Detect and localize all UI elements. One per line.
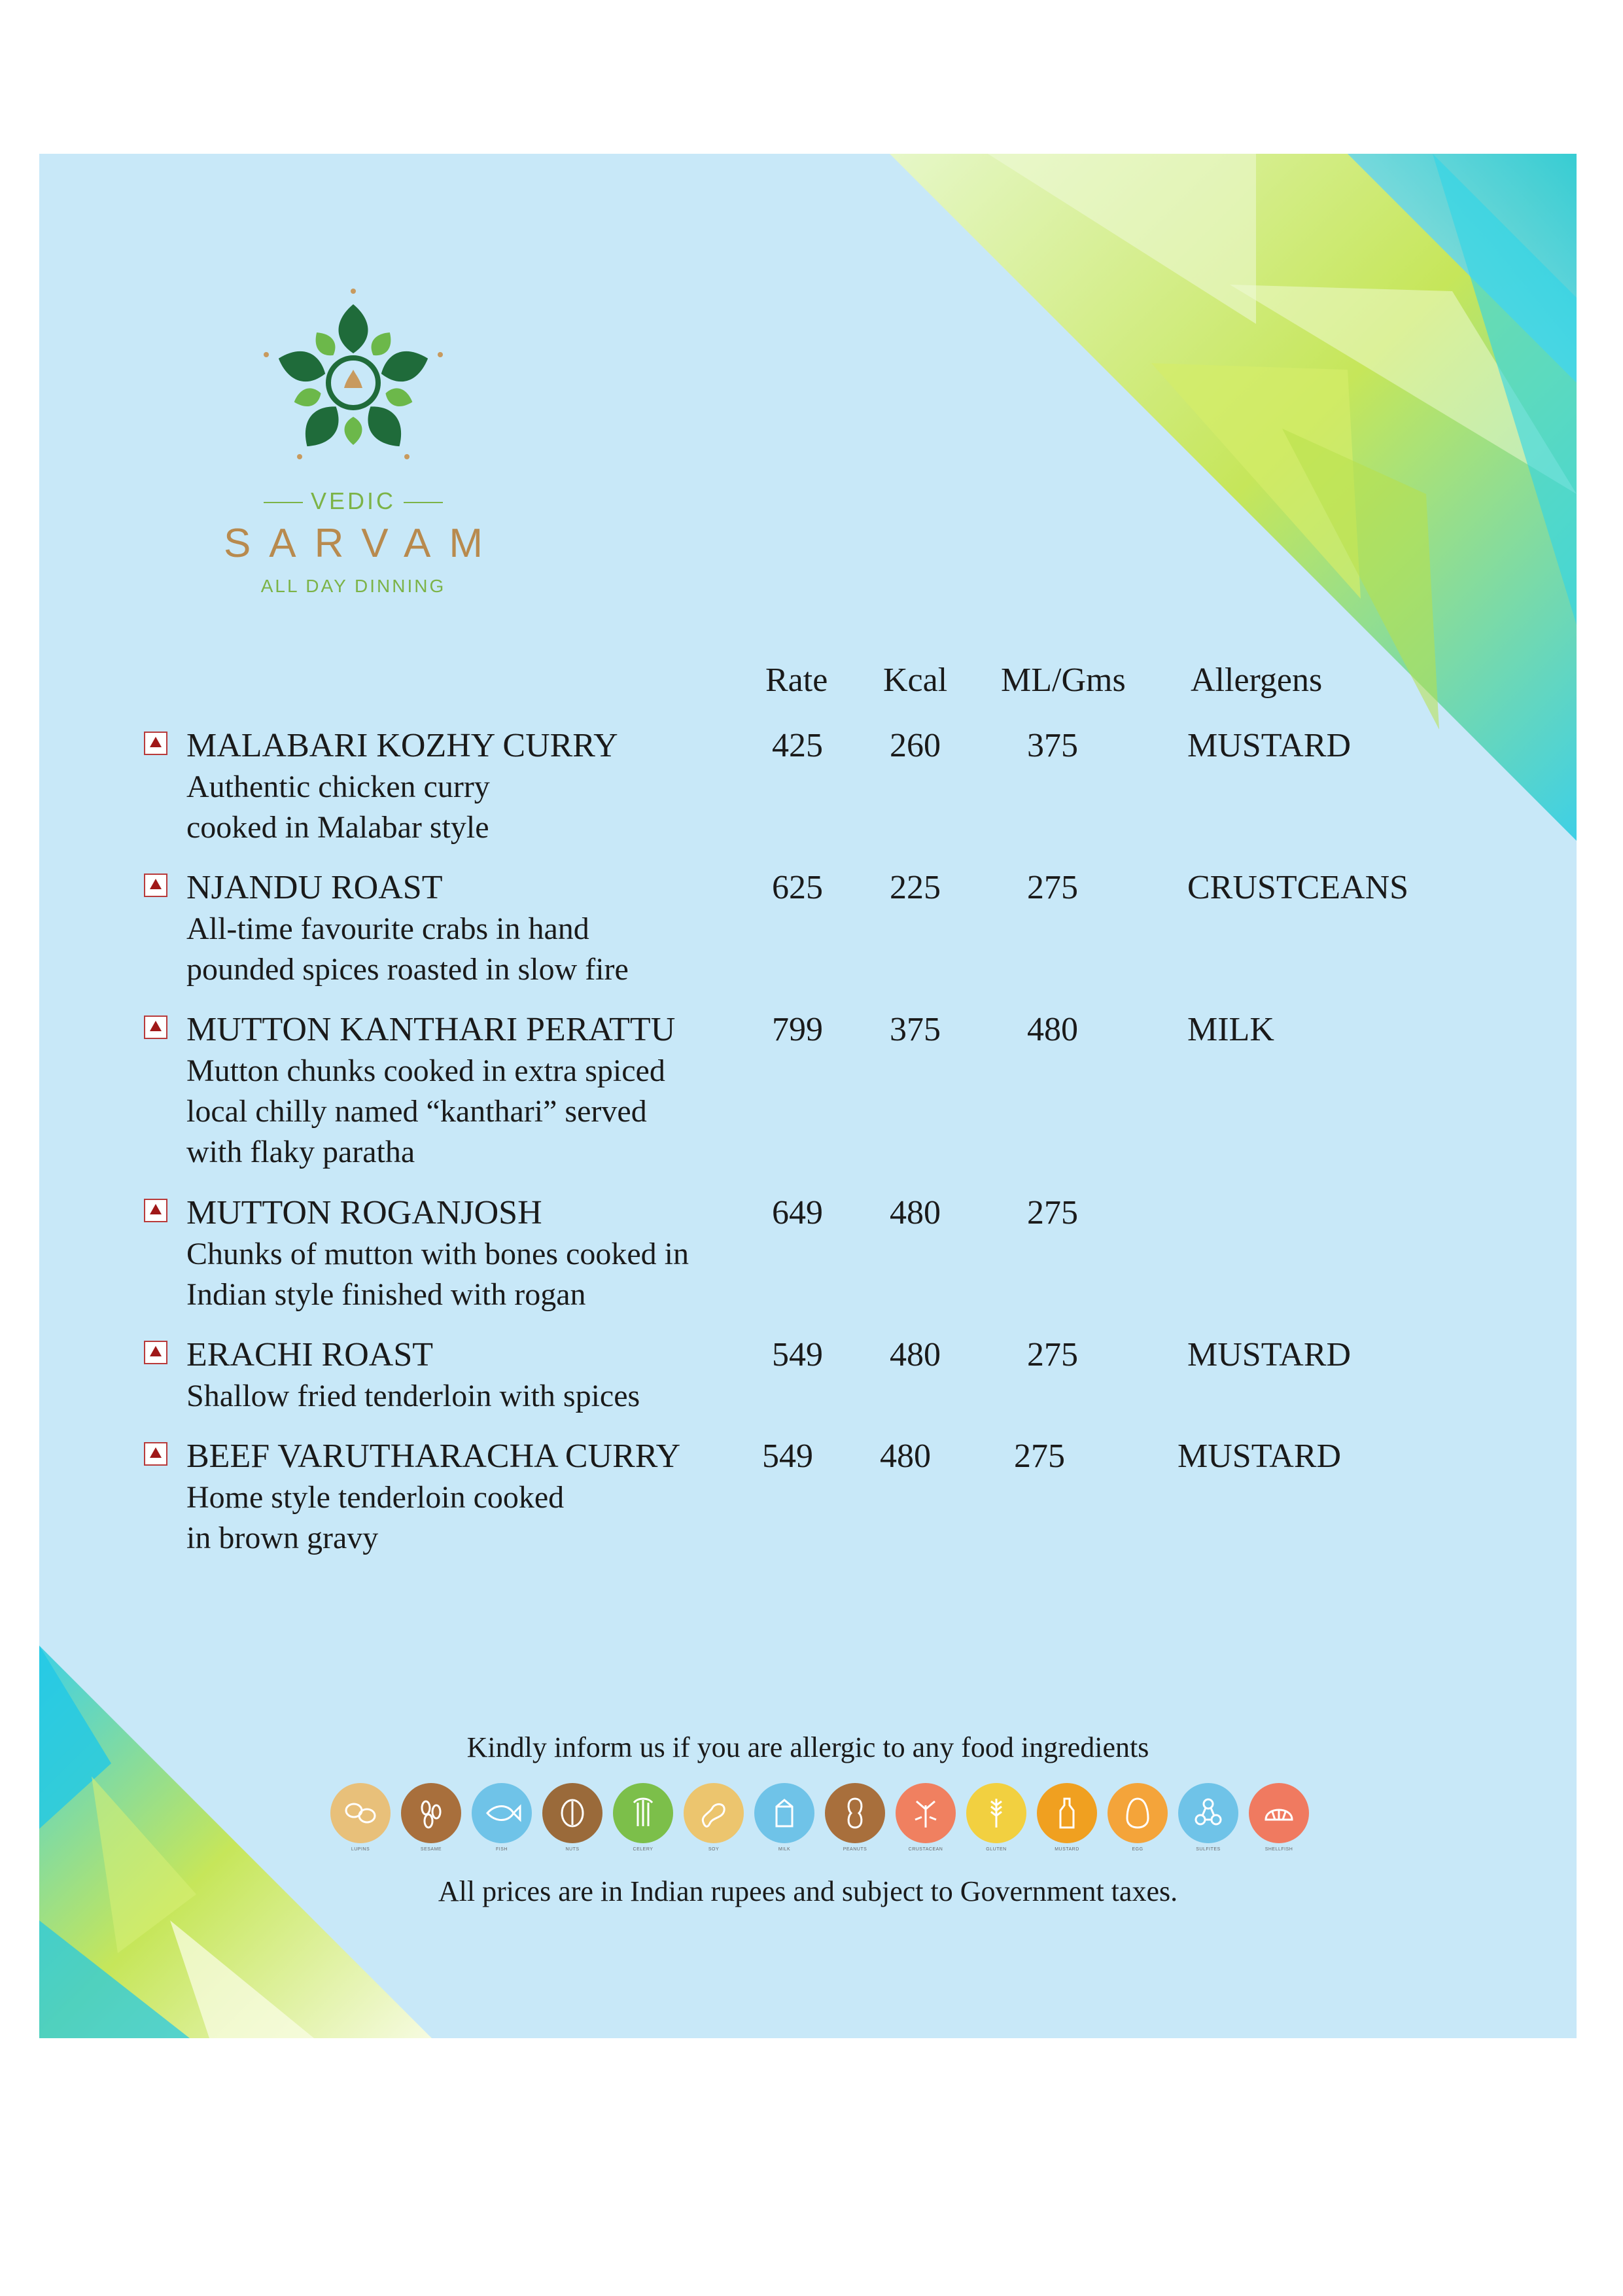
column-header-rate: Rate bbox=[765, 662, 828, 699]
dish-ml-gms: 275 bbox=[1014, 1438, 1065, 1475]
allergen-label: PEANUTS bbox=[843, 1847, 867, 1852]
dish-ml-gms: 275 bbox=[1027, 1194, 1078, 1231]
allergen-label: EGG bbox=[1132, 1847, 1143, 1852]
non-veg-marker-icon bbox=[144, 1199, 167, 1222]
allergen-icon-strip bbox=[330, 1783, 1312, 1862]
non-veg-marker-icon bbox=[144, 1016, 167, 1039]
brand-tagline: ALL DAY DINNING bbox=[260, 576, 446, 596]
dish-description: Authentic chicken curry cooked in Malabar style bbox=[186, 769, 490, 845]
dish-name: ERACHI ROAST bbox=[186, 1336, 434, 1373]
dish-kcal: 480 bbox=[880, 1438, 931, 1475]
dish-allergen: MUSTARD bbox=[1187, 1336, 1352, 1373]
allergy-notice: Kindly inform us if you are allergic to any food ingredients bbox=[466, 1731, 1149, 1763]
dish-ml-gms: 480 bbox=[1027, 1011, 1078, 1048]
non-veg-marker-icon bbox=[144, 1341, 167, 1364]
allergen-label: MILK bbox=[778, 1847, 791, 1852]
allergen-label: SESAME bbox=[420, 1847, 442, 1852]
lupin-icon bbox=[330, 1783, 391, 1862]
celery-icon bbox=[613, 1783, 673, 1862]
dish-kcal: 260 bbox=[890, 727, 941, 764]
dish-name: MUTTON ROGANJOSH bbox=[186, 1194, 542, 1231]
allergen-label: LUPINS bbox=[351, 1847, 370, 1852]
milk-icon bbox=[754, 1783, 814, 1862]
egg-icon bbox=[1108, 1783, 1168, 1862]
dish-kcal: 480 bbox=[890, 1336, 941, 1373]
lotus-logo-icon bbox=[255, 285, 451, 481]
dish-allergen: CRUSTCEANS bbox=[1187, 869, 1409, 906]
dish-allergen: MILK bbox=[1187, 1011, 1274, 1048]
dish-allergen: MUSTARD bbox=[1178, 1438, 1342, 1475]
sesame-icon bbox=[401, 1783, 461, 1862]
mustard-icon bbox=[1037, 1783, 1097, 1862]
column-header-allergens: Allergens bbox=[1191, 662, 1323, 699]
allergen-label: MUSTARD bbox=[1055, 1847, 1079, 1852]
crustacean-icon bbox=[896, 1783, 956, 1862]
restaurant-logo bbox=[183, 285, 576, 612]
brand-vedic: VEDIC bbox=[310, 487, 396, 514]
non-veg-marker-icon bbox=[144, 874, 167, 897]
dish-kcal: 225 bbox=[890, 869, 941, 906]
dish-description: Chunks of mutton with bones cooked in Indian style finished with rogan bbox=[186, 1237, 689, 1312]
sulfite-icon bbox=[1178, 1783, 1238, 1862]
dish-rate: 425 bbox=[772, 727, 823, 764]
allergen-label: CRUSTACEAN bbox=[908, 1847, 943, 1852]
allergen-label: NUTS bbox=[565, 1847, 580, 1852]
menu-page bbox=[39, 154, 1577, 2038]
allergen-label: SHELLFISH bbox=[1265, 1847, 1293, 1852]
gluten-icon bbox=[966, 1783, 1026, 1862]
allergen-label: CELERY bbox=[633, 1847, 654, 1852]
dish-description: Mutton chunks cooked in extra spiced local chilly named “kanthari” served with flaky paratha bbox=[186, 1053, 665, 1169]
dish-description: Shallow fried tenderloin with spices bbox=[186, 1379, 640, 1413]
dish-rate: 625 bbox=[772, 869, 823, 906]
column-header-ml-gms: ML/Gms bbox=[1001, 662, 1126, 699]
dish-rate: 649 bbox=[772, 1194, 823, 1231]
dish-rate: 549 bbox=[762, 1438, 813, 1475]
dish-name: MALABARI KOZHY CURRY bbox=[186, 727, 618, 764]
dish-name: NJANDU ROAST bbox=[186, 869, 443, 906]
nut-icon bbox=[542, 1783, 602, 1862]
dish-name: BEEF VARUTHARACHA CURRY bbox=[186, 1438, 681, 1475]
peanut-icon bbox=[825, 1783, 885, 1862]
allergen-label: SOY bbox=[708, 1847, 720, 1852]
shellfish-icon bbox=[1249, 1783, 1309, 1862]
non-veg-marker-icon bbox=[144, 732, 167, 755]
brand-name: SARVAM bbox=[223, 521, 502, 566]
dish-rate: 799 bbox=[772, 1011, 823, 1048]
fish-icon bbox=[472, 1783, 532, 1862]
dish-allergen: MUSTARD bbox=[1187, 727, 1352, 764]
dish-ml-gms: 375 bbox=[1027, 727, 1078, 764]
non-veg-marker-icon bbox=[144, 1442, 167, 1466]
allergen-label: GLUTEN bbox=[986, 1847, 1007, 1852]
dish-kcal: 375 bbox=[890, 1011, 941, 1048]
dish-name: MUTTON KANTHARI PERATTU bbox=[186, 1011, 676, 1048]
dish-description: All-time favourite crabs in hand pounded spices roasted in slow fire bbox=[186, 911, 629, 987]
column-header-kcal: Kcal bbox=[883, 662, 948, 699]
allergen-label: FISH bbox=[496, 1847, 508, 1852]
allergen-label: SULFITES bbox=[1196, 1847, 1221, 1852]
brand-line bbox=[183, 487, 523, 515]
dish-ml-gms: 275 bbox=[1027, 1336, 1078, 1373]
soy-icon bbox=[684, 1783, 744, 1862]
price-notice: All prices are in Indian rupees and subject to Government taxes. bbox=[438, 1875, 1178, 1907]
dish-kcal: 480 bbox=[890, 1194, 941, 1231]
dish-rate: 549 bbox=[772, 1336, 823, 1373]
dish-description: Home style tenderloin cooked in brown gravy bbox=[186, 1480, 565, 1555]
dish-ml-gms: 275 bbox=[1027, 869, 1078, 906]
